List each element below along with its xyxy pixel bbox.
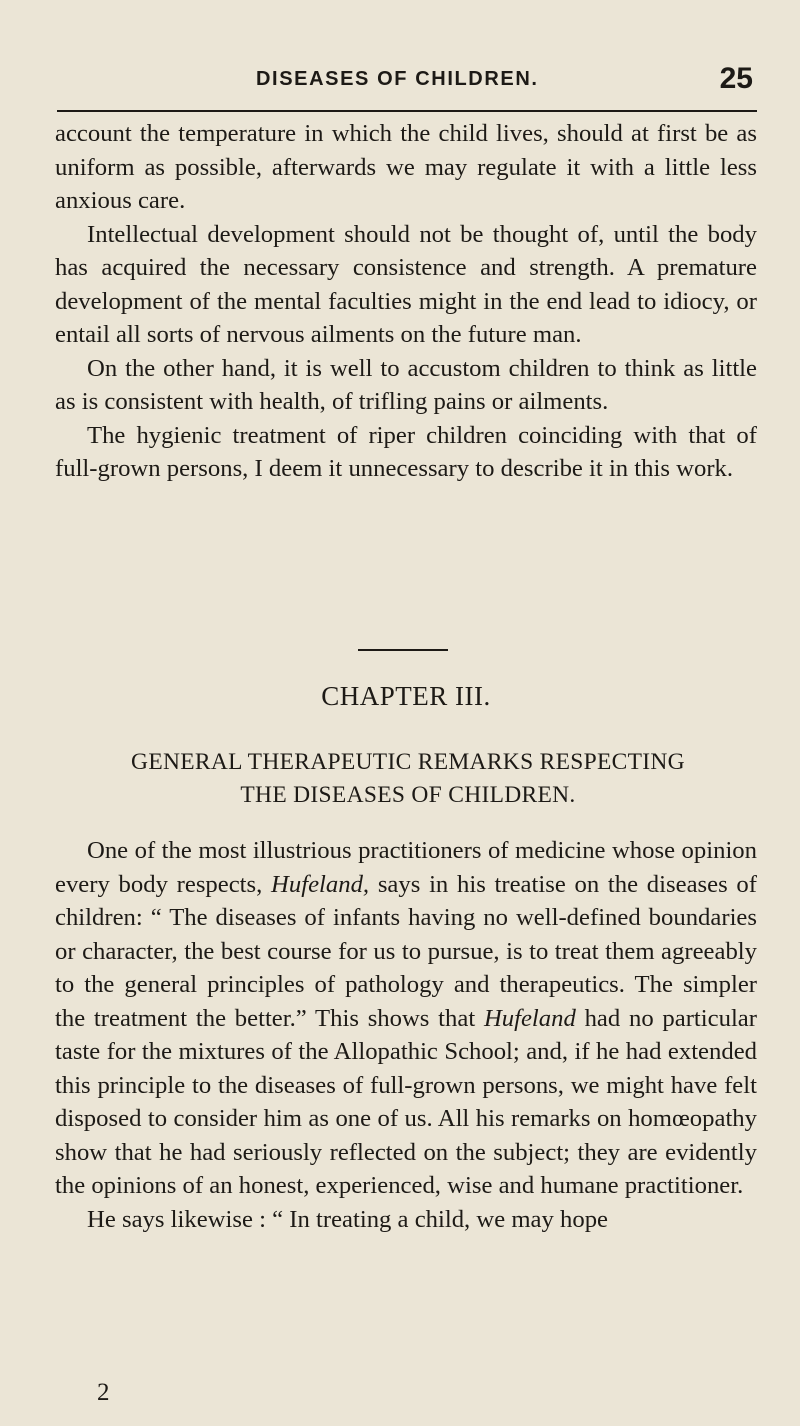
page-number: 25 bbox=[719, 62, 753, 95]
header-rule bbox=[57, 110, 757, 112]
text-run: The hygienic treatment of riper children coinciding with that of full-grown persons, I deem it unnecessary to describe it in this work. bbox=[55, 421, 757, 482]
text-run: account the temperature in which the child lives, should at first be as uniform as possible, afterwards we may regulate it with a little less anxious care. bbox=[55, 120, 757, 214]
paragraph bbox=[55, 117, 757, 218]
body-text-bottom bbox=[55, 834, 757, 1236]
running-head bbox=[0, 62, 800, 102]
chapter-rule bbox=[358, 649, 448, 651]
italic-run: Hufeland, bbox=[271, 870, 370, 898]
running-title: DISEASES OF CHILDREN. bbox=[256, 68, 539, 90]
text-run: One of the most illustrious practitioners of medicine whose opinion every body respects, bbox=[55, 837, 757, 898]
chapter-subtitle-line-2: THE DISEASES OF CHILDREN. bbox=[240, 782, 576, 808]
text-run: He says likewise : “ In treating a child, we may hope bbox=[87, 1205, 609, 1233]
text-run: On the other hand, it is well to accustom children to think as little as is consistent with health, of trifling pains or ailments. bbox=[55, 354, 757, 415]
text-run: had no particular taste for the mixtures of the Allopathic School; and, if he had extended this principle to the diseases of full-grown persons, we might have felt disposed to consider him as one of us. All his remarks on homœopathy show that he had seriously reflected on the subject; they are evidently the opinions of an honest, experienced, wise and humane practitioner. bbox=[55, 1004, 757, 1199]
chapter-title: CHAPTER III. bbox=[321, 681, 491, 711]
chapter-subtitle bbox=[53, 746, 763, 812]
paragraph bbox=[55, 834, 757, 1203]
paragraph bbox=[55, 218, 757, 352]
paragraph bbox=[55, 419, 757, 486]
paragraph bbox=[55, 1203, 757, 1237]
signature-mark: 2 bbox=[97, 1379, 110, 1406]
paragraph bbox=[55, 352, 757, 419]
text-run: Intellectual development should not be thought of, until the body has acquired the necessary consistence and strength. A premature development of the mental faculties might in the end lead to idiocy, or entail all sorts of nervous ailments on the future man. bbox=[55, 220, 757, 348]
body-text-top bbox=[55, 117, 757, 486]
italic-run: Hufeland bbox=[483, 1004, 576, 1032]
text-run: says in his treatise on the diseases of children: “ The diseases of infants having no well-defined boundaries or character, the best course for us to pursue, is to treat them agreeably to the general principles of pathology and therapeutics. The simpler the treatment the better.” This shows that bbox=[55, 870, 757, 1032]
chapter-subtitle-line-1: GENERAL THERAPEUTIC REMARKS RESPECTING bbox=[131, 749, 685, 775]
